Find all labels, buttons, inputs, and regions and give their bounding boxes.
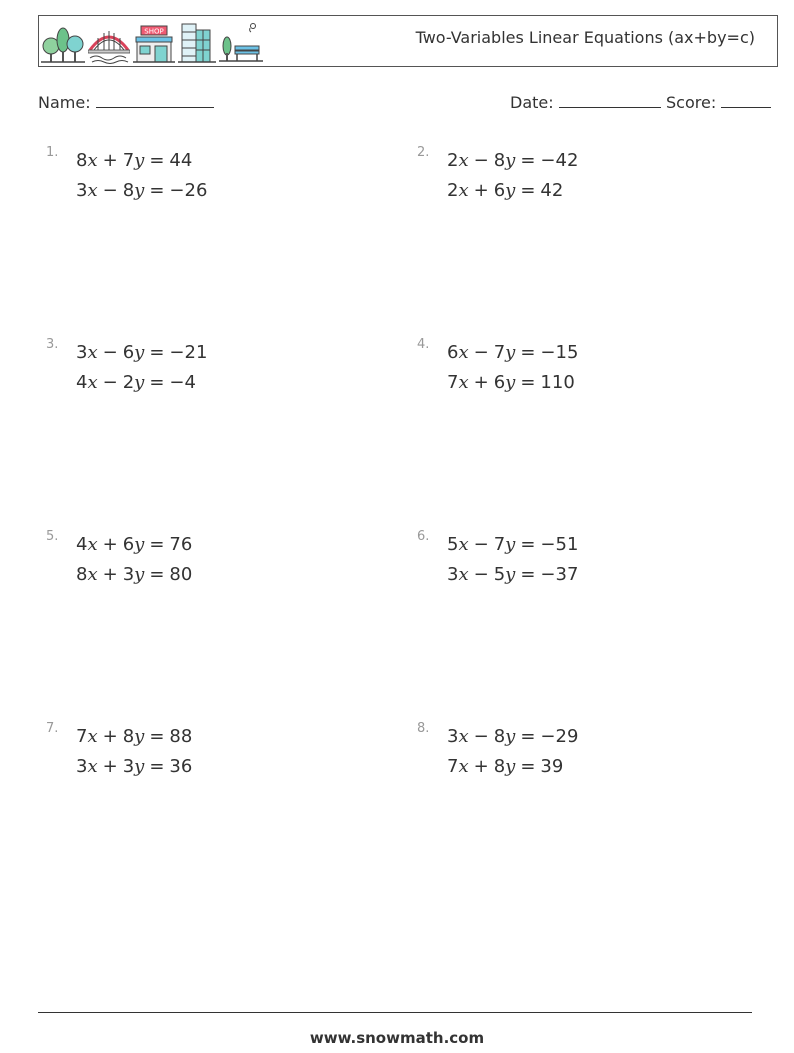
var-y: y [505,150,516,171]
constant: −29 [540,726,579,747]
var-x: x [87,564,98,585]
constant: −15 [540,342,579,363]
operator: + [102,564,118,585]
equals-sign: = [149,564,165,585]
problem-number: 8. [417,721,430,736]
var-y: y [134,756,145,777]
var-y: y [134,180,145,201]
equals-sign: = [520,342,536,363]
worksheet-title: Two-Variables Linear Equations (ax+by=c) [415,28,755,47]
var-y: y [505,726,516,747]
coef-a: 3 [76,342,88,363]
building-icon [178,20,216,64]
operator: + [102,534,118,555]
coef-a: 4 [76,534,88,555]
equation-1 [447,726,578,747]
var-x: x [87,726,98,747]
equals-sign: = [149,726,165,747]
operator: + [102,150,118,171]
name-blank[interactable] [96,93,214,108]
coef-a: 3 [76,756,88,777]
equation-2 [76,564,192,585]
coef-b: 8 [493,726,506,747]
coef-a: 3 [447,564,459,585]
equals-sign: = [520,564,536,585]
equals-sign: = [149,372,165,393]
equals-sign: = [520,756,536,777]
coef-b: 3 [122,564,135,585]
score-blank[interactable] [721,93,771,108]
equals-sign: = [149,756,165,777]
equals-sign: = [149,534,165,555]
coef-a: 7 [76,726,88,747]
constant: −51 [540,534,579,555]
operator: − [102,372,118,393]
var-x: x [458,180,469,201]
operator: + [102,756,118,777]
problem-number: 6. [417,529,430,544]
operator: − [102,180,118,201]
coef-b: 3 [122,756,135,777]
equals-sign: = [520,534,536,555]
problem-number: 7. [46,721,59,736]
operator: − [473,726,489,747]
var-x: x [87,342,98,363]
equation-1 [76,342,207,363]
equation-2 [447,372,575,393]
equals-sign: = [149,180,165,201]
equals-sign: = [520,726,536,747]
equation-2 [447,564,578,585]
coef-a: 3 [447,726,459,747]
footer-url: www.snowmath.com [309,1029,485,1047]
operator: + [473,372,489,393]
var-x: x [458,726,469,747]
equals-sign: = [149,150,165,171]
var-y: y [134,726,145,747]
equals-sign: = [520,372,536,393]
svg-text:SHOP: SHOP [144,27,164,36]
date-field[interactable] [510,93,661,112]
var-x: x [458,342,469,363]
coef-b: 8 [122,726,135,747]
var-x: x [87,534,98,555]
var-x: x [87,180,98,201]
constant: −21 [169,342,208,363]
constant: −37 [540,564,579,585]
var-y: y [134,342,145,363]
equation-2 [76,372,196,393]
problem-number: 1. [46,145,59,160]
coef-b: 8 [493,150,506,171]
equation-1 [447,150,578,171]
operator: − [473,342,489,363]
coef-a: 4 [76,372,88,393]
operator: − [473,150,489,171]
coef-b: 8 [122,180,135,201]
equation-1 [76,726,192,747]
name-label: Name: [38,93,91,112]
var-x: x [458,534,469,555]
var-y: y [505,756,516,777]
header-icons [41,20,263,64]
constant: 80 [169,564,193,585]
operator: − [473,534,489,555]
equation-2 [447,756,563,777]
var-y: y [134,534,145,555]
coef-a: 5 [447,534,459,555]
operator: + [102,726,118,747]
var-y: y [505,372,516,393]
coef-a: 8 [76,150,88,171]
constant: 76 [169,534,193,555]
var-x: x [458,756,469,777]
coef-a: 2 [447,180,459,201]
equation-1 [76,150,192,171]
equation-1 [447,534,578,555]
coef-a: 6 [447,342,459,363]
operator: − [102,342,118,363]
constant: 42 [540,180,564,201]
var-y: y [134,150,145,171]
worksheet-header [38,15,778,67]
name-field[interactable] [38,93,214,112]
coef-b: 7 [493,342,506,363]
var-y: y [505,180,516,201]
coef-a: 3 [76,180,88,201]
coef-b: 6 [122,342,135,363]
constant: −26 [169,180,208,201]
equation-2 [76,180,207,201]
coef-b: 6 [493,372,506,393]
date-label: Date: [510,93,554,112]
equation-1 [76,534,192,555]
footer-divider [38,1012,752,1013]
problem-number: 5. [46,529,59,544]
equals-sign: = [149,342,165,363]
park-bench-icon [219,20,263,64]
date-blank[interactable] [559,93,661,108]
coef-b: 8 [493,756,506,777]
var-x: x [458,150,469,171]
coef-b: 6 [122,534,135,555]
var-y: y [134,564,145,585]
var-x: x [87,372,98,393]
coef-a: 8 [76,564,88,585]
equation-1 [447,342,578,363]
operator: + [473,180,489,201]
var-x: x [458,372,469,393]
var-x: x [458,564,469,585]
problem-number: 3. [46,337,59,352]
equals-sign: = [520,180,536,201]
bridge-icon [88,24,130,64]
coef-b: 5 [493,564,506,585]
trees-icon [41,24,85,64]
var-x: x [87,150,98,171]
var-x: x [87,756,98,777]
var-y: y [505,564,516,585]
coef-a: 2 [447,150,459,171]
coef-b: 2 [122,372,135,393]
constant: 88 [169,726,193,747]
constant: 39 [540,756,564,777]
coef-a: 7 [447,756,459,777]
equation-2 [447,180,563,201]
constant: 110 [540,372,575,393]
coef-b: 6 [493,180,506,201]
constant: 36 [169,756,193,777]
equals-sign: = [520,150,536,171]
problem-number: 4. [417,337,430,352]
score-label: Score: [666,93,717,112]
var-y: y [505,534,516,555]
shop-icon [133,24,175,64]
problem-number: 2. [417,145,430,160]
var-y: y [134,372,145,393]
equation-2 [76,756,192,777]
coef-a: 7 [447,372,459,393]
var-y: y [505,342,516,363]
coef-b: 7 [493,534,506,555]
constant: −4 [169,372,196,393]
coef-b: 7 [122,150,135,171]
constant: −42 [540,150,579,171]
operator: − [473,564,489,585]
constant: 44 [169,150,193,171]
operator: + [473,756,489,777]
score-field[interactable] [666,93,771,112]
